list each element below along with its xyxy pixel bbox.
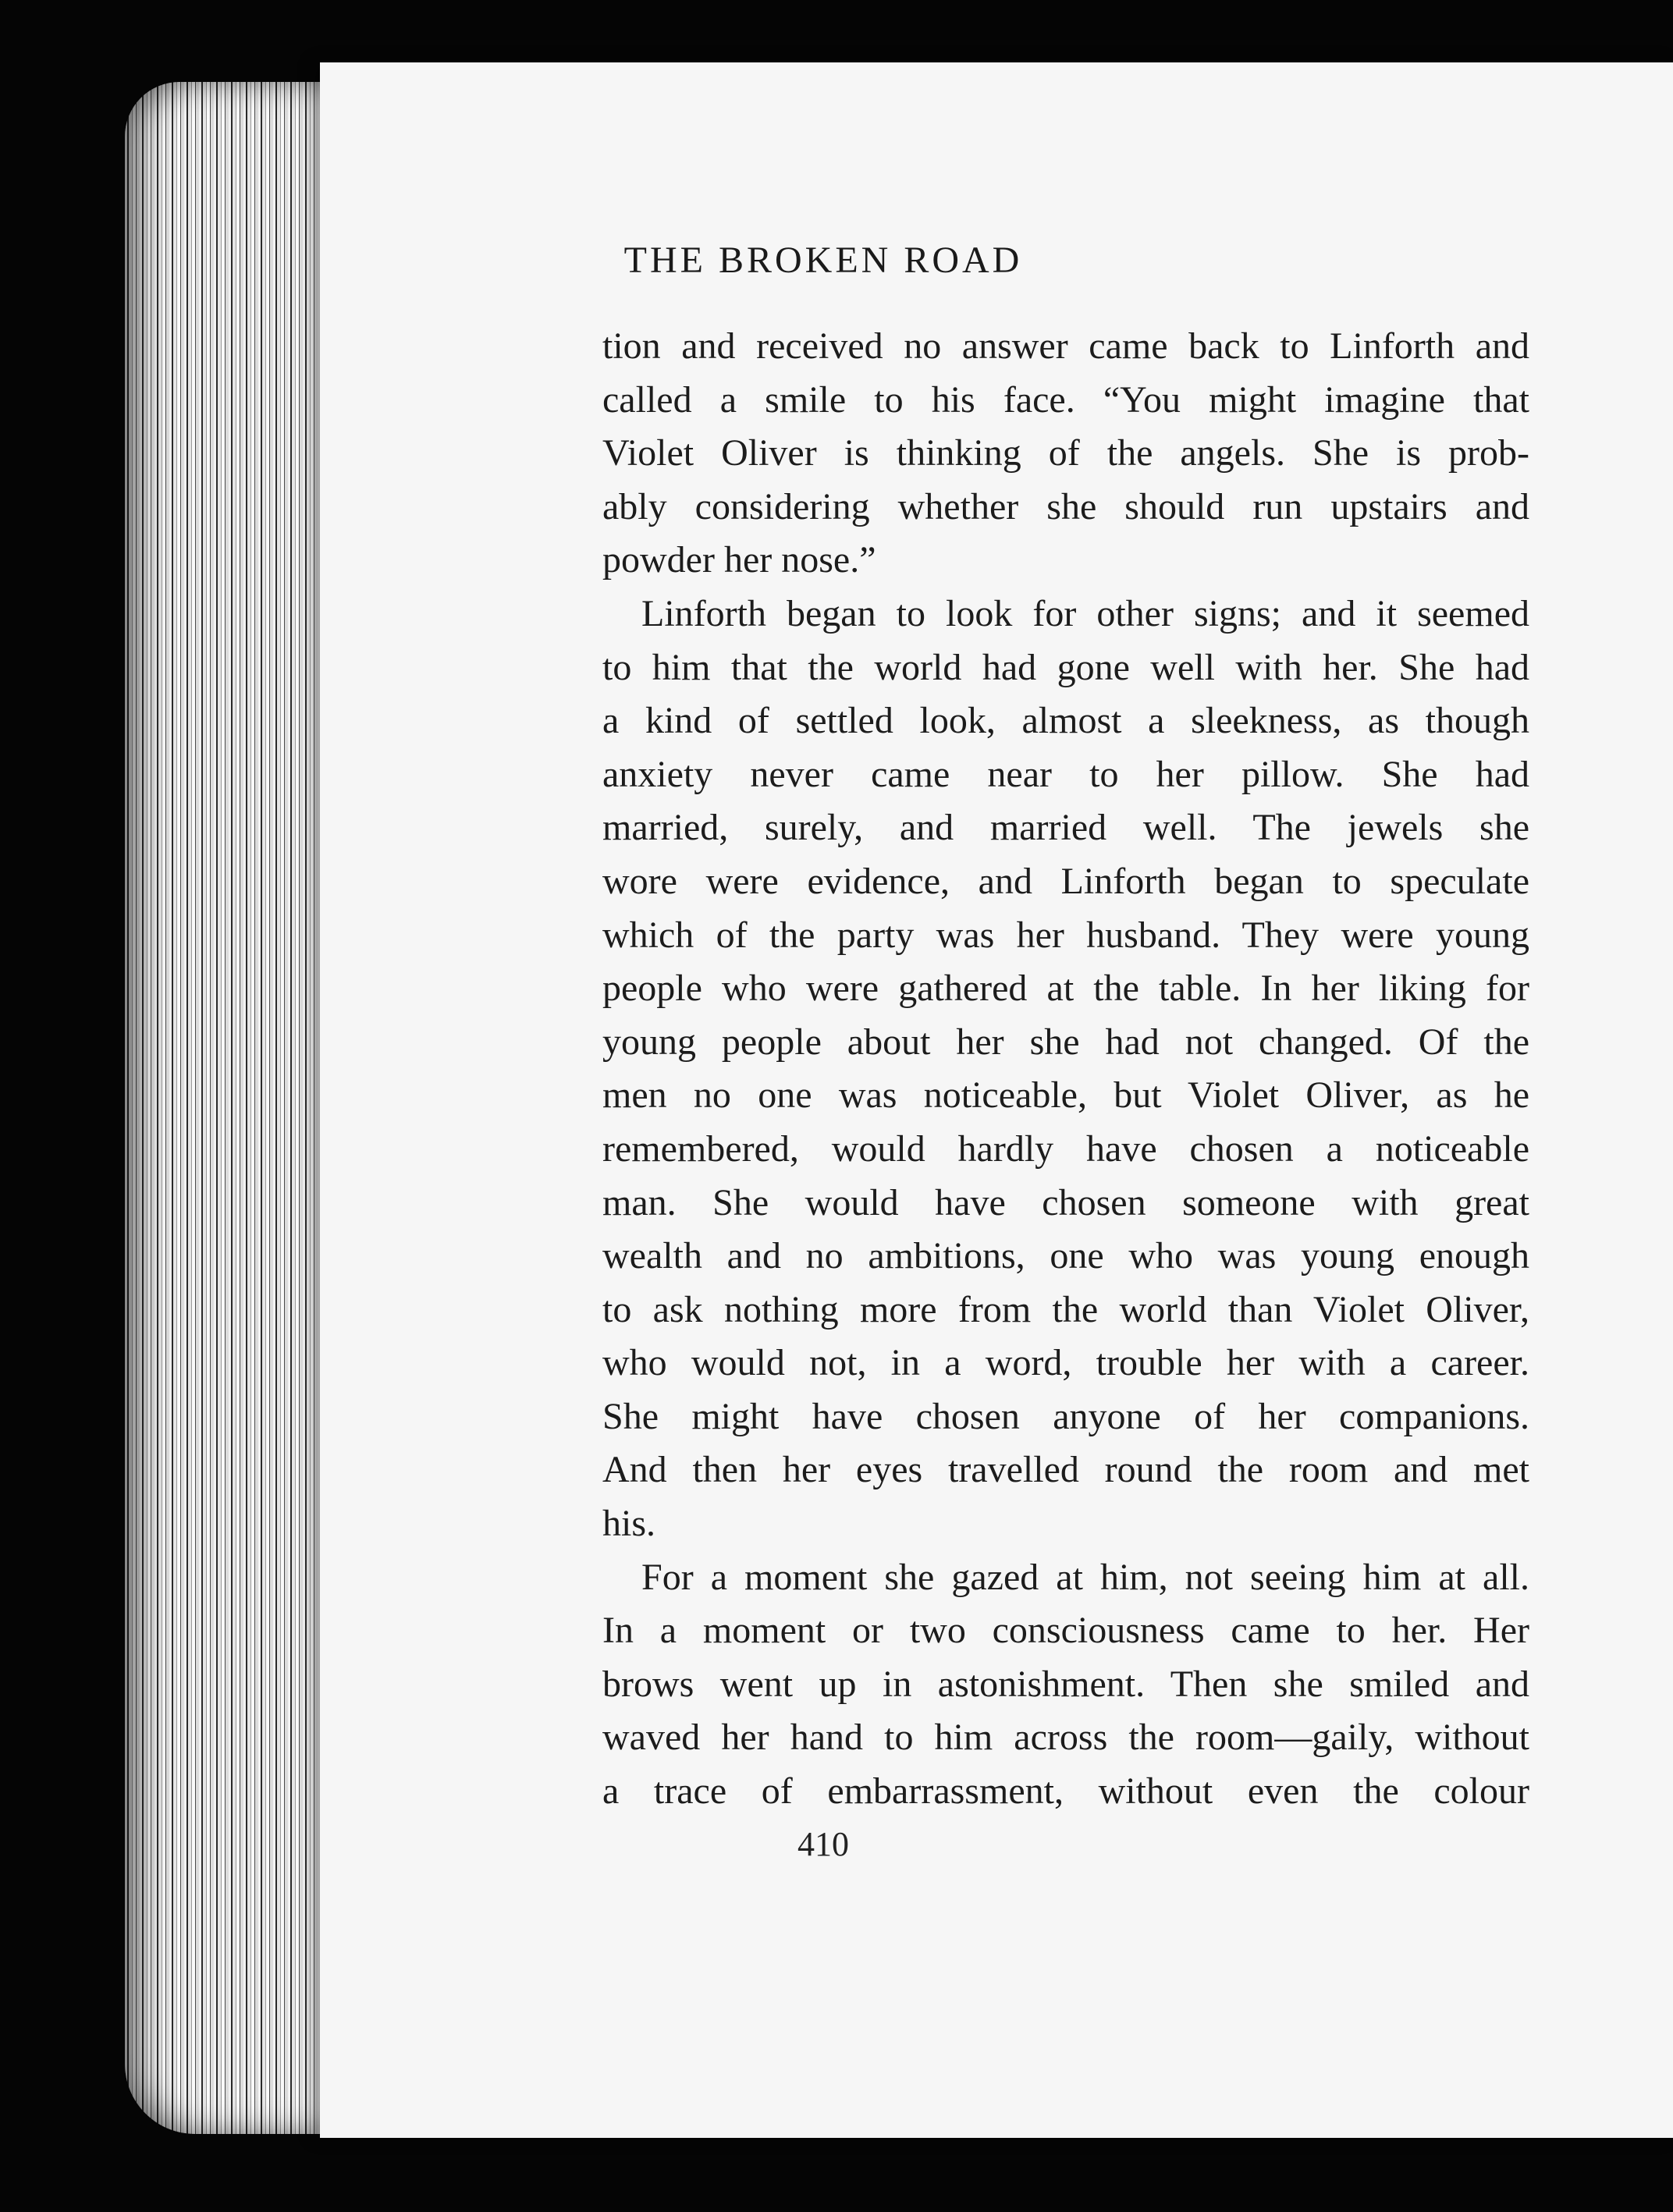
text-line: which of the party was her husband. They were young [602,914,1529,956]
text-line: She might have chosen anyone of her companions. [602,1395,1529,1437]
text-line: called a smile to his face. “You might imagine that [602,378,1529,421]
page-number: 410 [797,1825,849,1863]
text-line: people who were gathered at the table. In her liking for [602,968,1529,1010]
text-line: a kind of settled look, almost a sleekness, as though [602,700,1529,742]
text-line: wealth and no ambitions, one who was young enough [602,1235,1529,1277]
running-head: THE BROKEN ROAD [623,240,1023,281]
text-line: waved her hand to him across the room—gaily, without [602,1717,1529,1759]
text-line: And then her eyes travelled round the room and met [602,1449,1529,1491]
text-line: to him that the world had gone well with her. She had [602,646,1529,688]
book-page [320,62,1673,2138]
text-line: powder her nose.” [602,539,876,581]
text-line: a trace of embarrassment, without even the colour [602,1770,1529,1813]
text-line: brows went up in astonishment. Then she smiled and [602,1663,1529,1705]
text-line: In a moment or two consciousness came to her. Her [602,1610,1529,1652]
text-line: Violet Oliver is thinking of the angels. She is prob- [602,432,1529,474]
text-line: man. She would have chosen someone with great [602,1181,1529,1223]
text-line: tion and received no answer came back to Linforth and [602,325,1529,367]
text-line: anxiety never came near to her pillow. She had [602,753,1529,795]
text-line: his. [602,1503,656,1545]
body-text [602,320,1529,1819]
text-line: men no one was noticeable, but Violet Oliver, as he [602,1074,1529,1117]
text-line: to ask nothing more from the world than Violet Oliver, [602,1288,1529,1330]
text-line: who would not, in a word, trouble her with a career. [602,1342,1529,1384]
text-line: Linforth began to look for other signs; and it seemed [641,592,1529,634]
text-line: For a moment she gazed at him, not seeing him at all. [641,1556,1529,1598]
text-line: young people about her she had not changed. Of the [602,1021,1529,1063]
book-page-edges [125,82,324,2134]
text-line: married, surely, and married well. The jewels she [602,807,1529,849]
text-line: wore were evidence, and Linforth began to speculate [602,860,1529,902]
text-line: remembered, would hardly have chosen a noticeable [602,1127,1529,1170]
text-line: ably considering whether she should run upstairs and [602,485,1529,527]
